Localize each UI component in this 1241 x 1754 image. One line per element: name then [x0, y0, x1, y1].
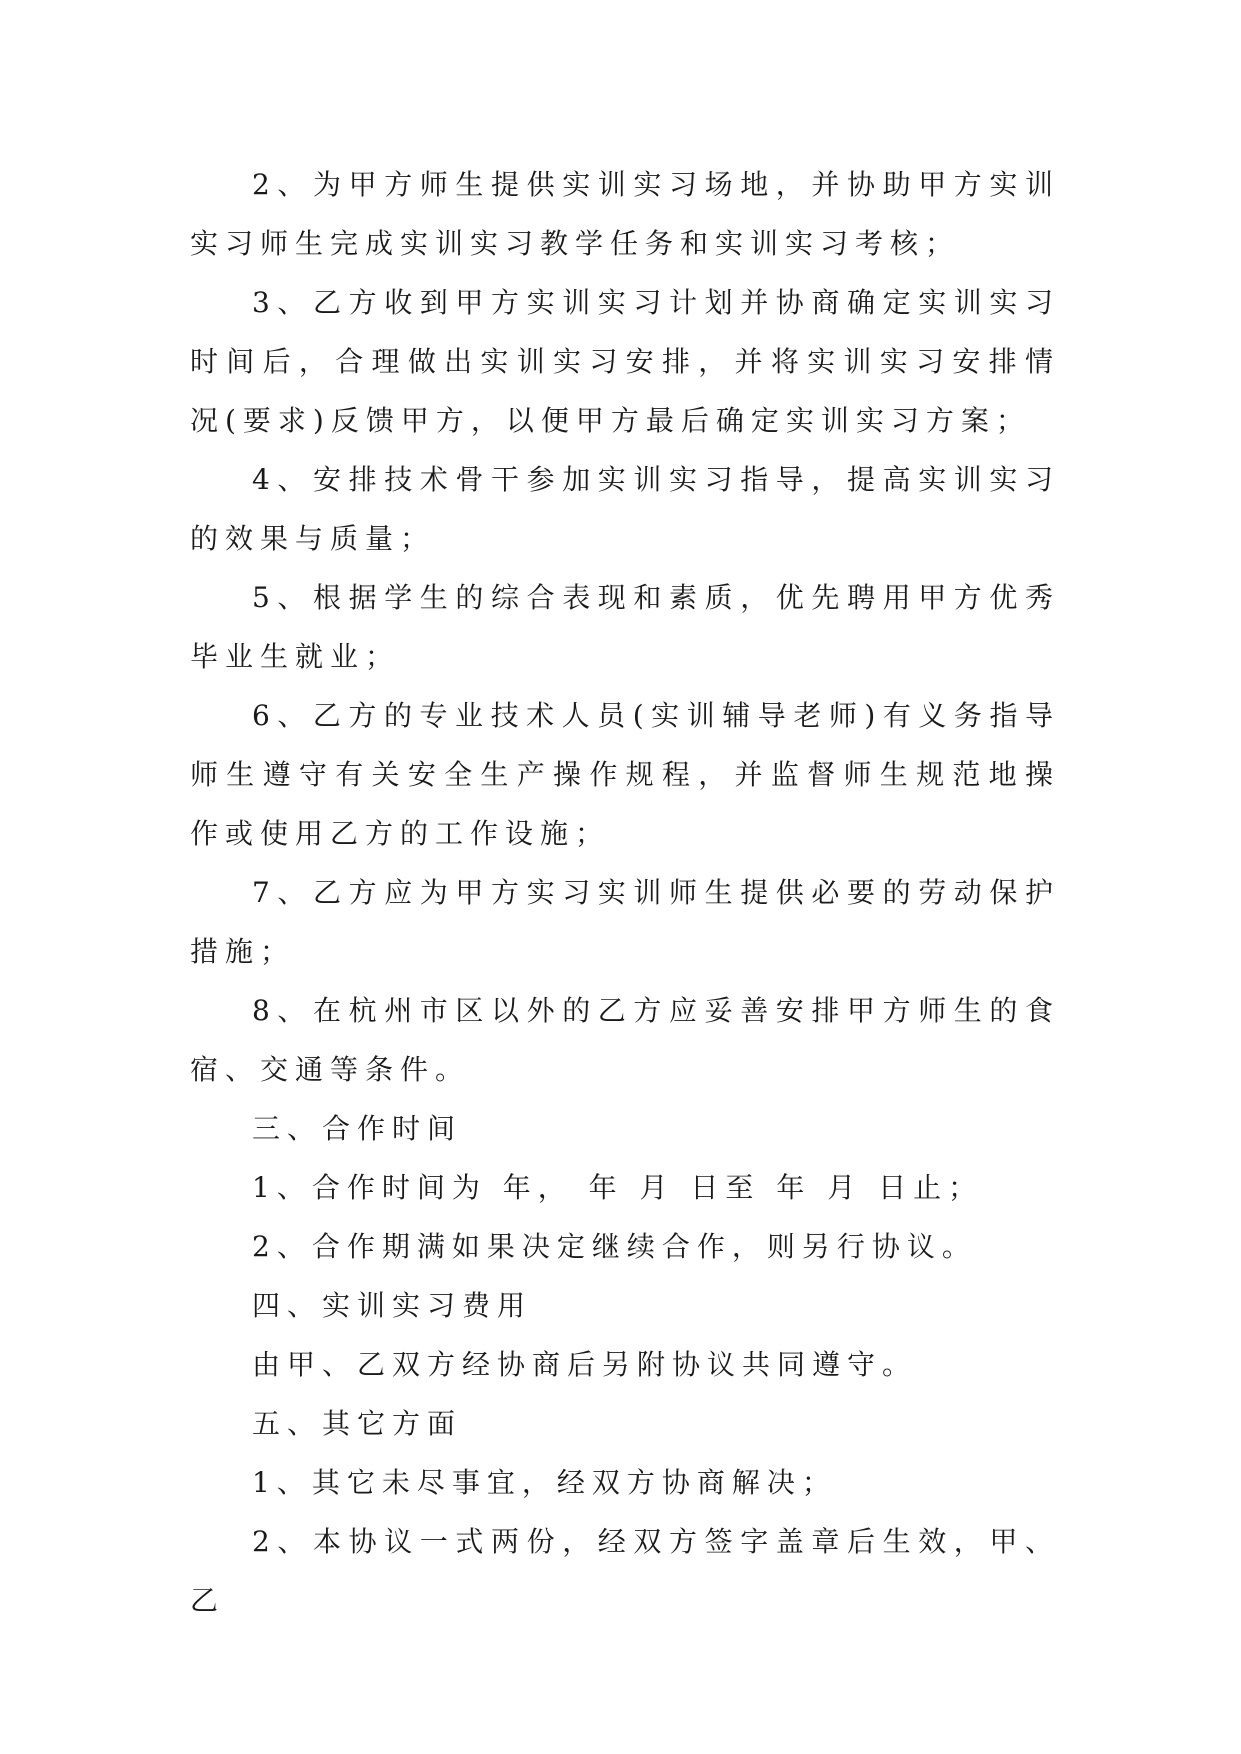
clause-6-safety: 6、乙方的专业技术人员(实训辅导老师)有义务指导师生遵守有关安全生产操作规程，并监督师生规范地操作或使用乙方的工作设施；	[190, 699, 1060, 850]
time-clause-2: 2、合作期满如果决定继续合作，则另行协议。	[252, 1230, 977, 1263]
other-clause-1: 1、其它未尽事宜，经双方协商解决；	[252, 1466, 837, 1499]
clause-7-protection: 7、乙方应为甲方实习实训师生提供必要的劳动保护措施；	[190, 876, 1060, 968]
section-heading-fees: 四、实训实习费用	[252, 1289, 533, 1322]
fees-clause: 由甲、乙双方经协商后另附协议共同遵守。	[252, 1348, 918, 1381]
clause-2-venue: 2、为甲方师生提供实训实习场地，并协助甲方实训实习师生完成实训实习教学任务和实训实习考核；	[190, 168, 1060, 260]
clause-4-guidance: 4、安排技术骨干参加实训实习指导，提高实训实习的效果与质量；	[190, 463, 1060, 555]
document-body	[190, 155, 1060, 1630]
section-heading-cooperation-time: 三、合作时间	[252, 1112, 463, 1145]
clause-5-employment: 5、根据学生的综合表现和素质，优先聘用甲方优秀毕业生就业；	[190, 581, 1060, 673]
clause-3-arrangement: 3、乙方收到甲方实训实习计划并协商确定实训实习时间后，合理做出实训实习安排，并将实训实习安排情况(要求)反馈甲方，以便甲方最后确定实训实习方案；	[190, 286, 1060, 437]
other-clause-2: 2、本协议一式两份，经双方签字盖章后生效，甲、乙	[190, 1525, 1060, 1617]
section-heading-other: 五、其它方面	[252, 1407, 463, 1440]
time-clause-1: 1、合作时间为 年， 年 月 日至 年 月 日止；	[252, 1171, 984, 1204]
clause-8-accommodation: 8、在杭州市区以外的乙方应妥善安排甲方师生的食宿、交通等条件。	[190, 994, 1060, 1086]
